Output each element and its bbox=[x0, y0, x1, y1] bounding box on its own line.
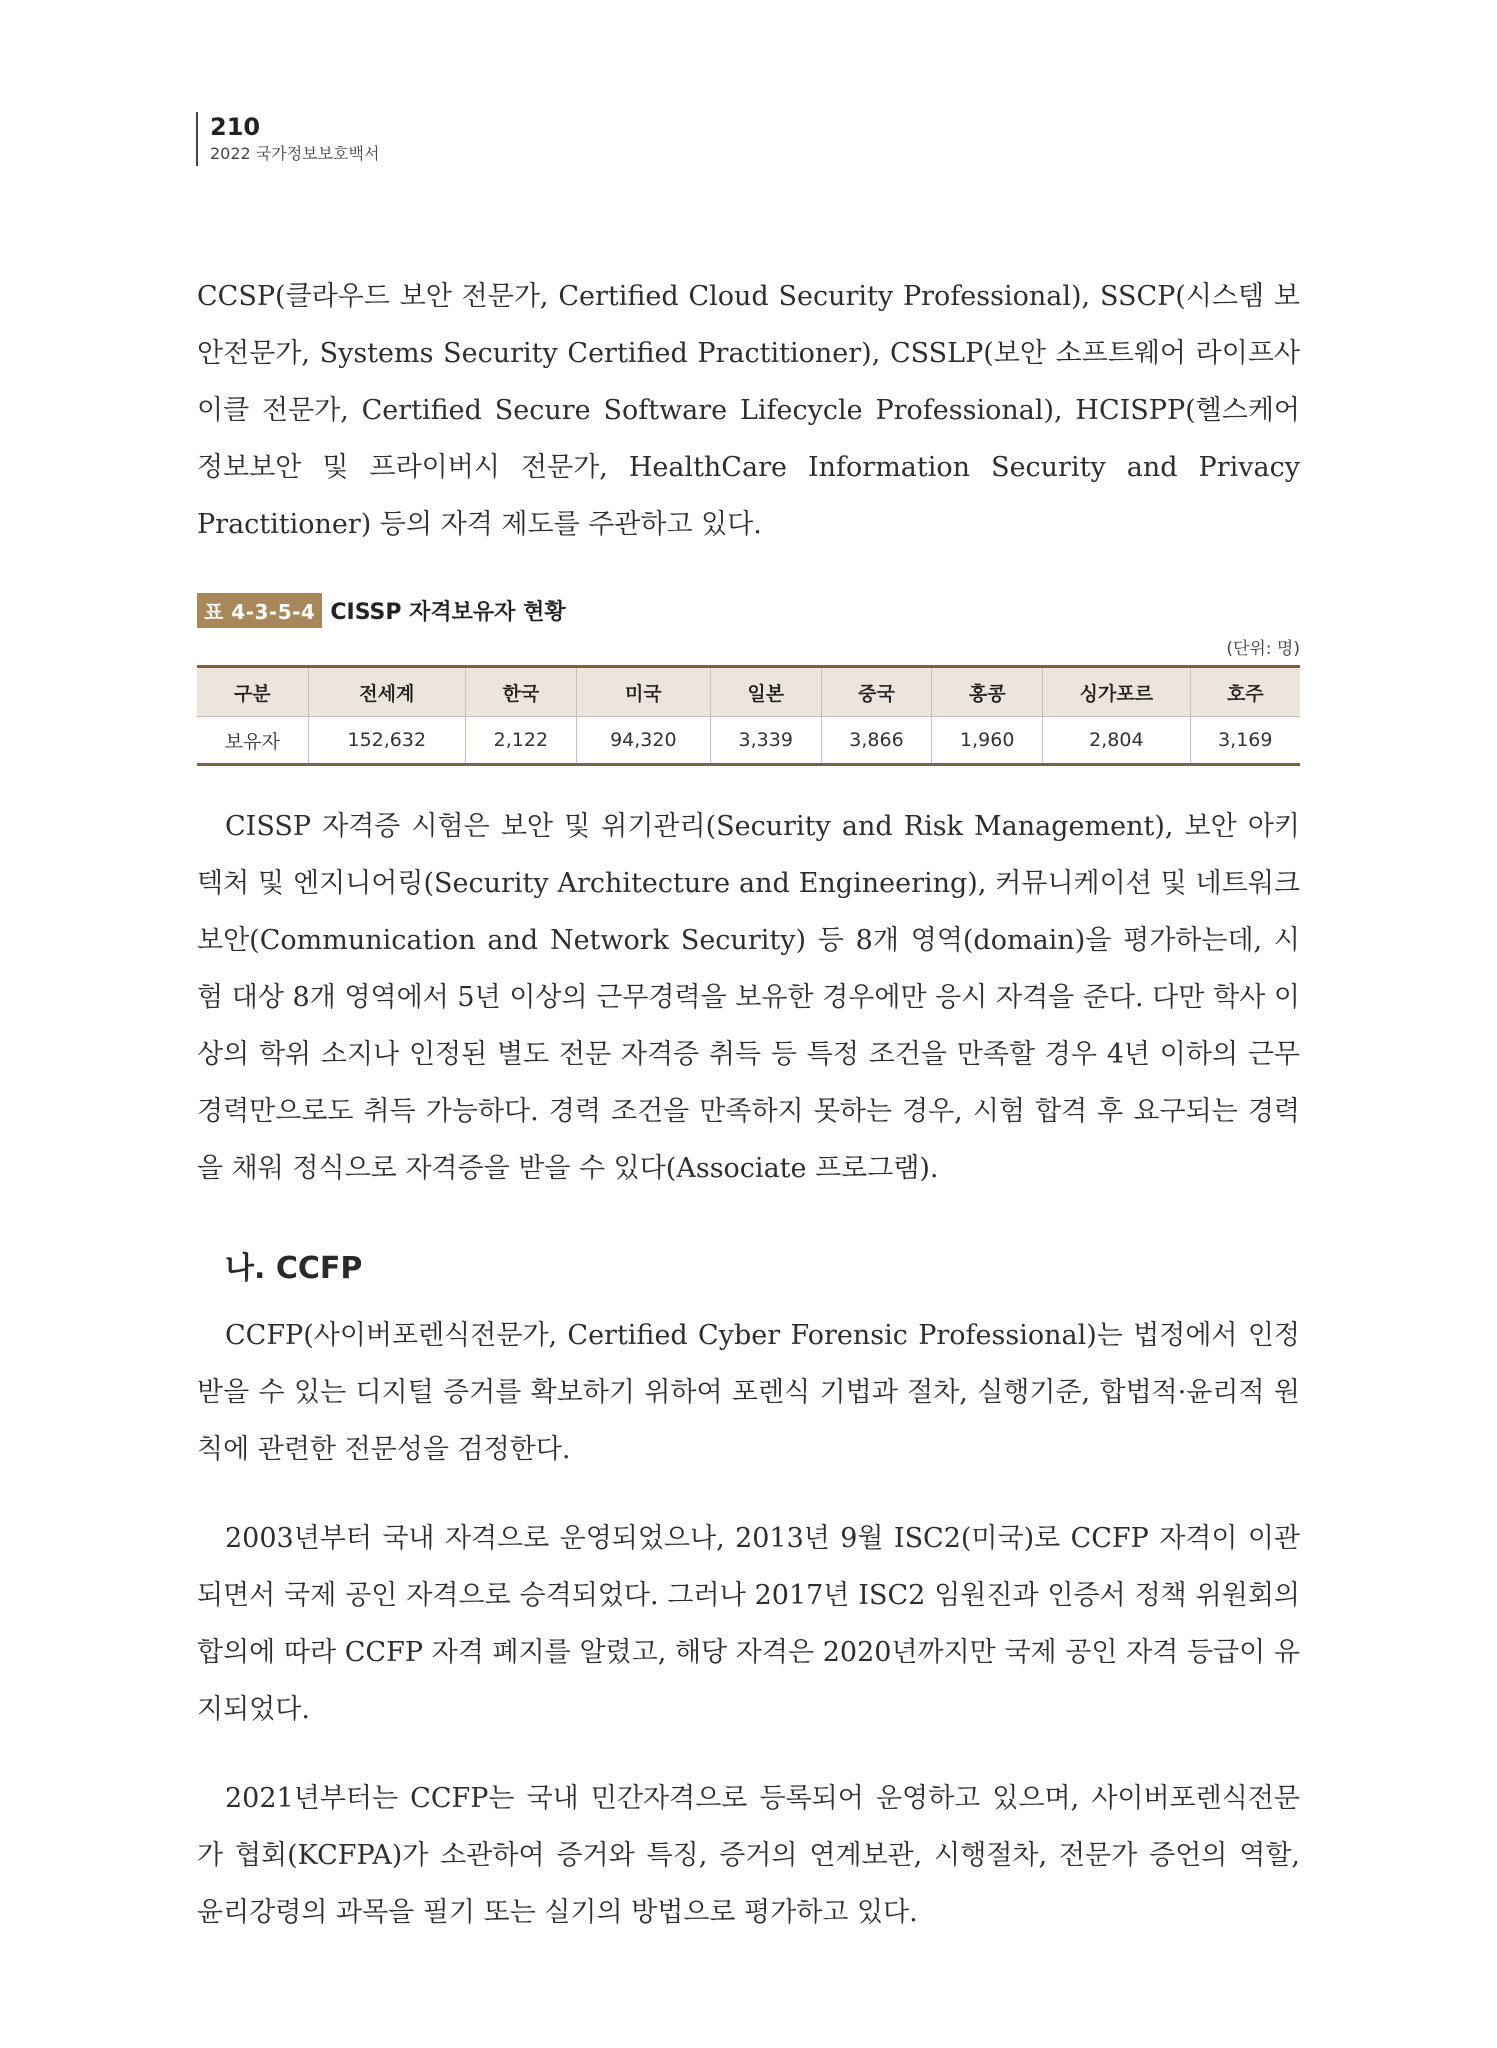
ccfp-paragraph-3: 2021년부터는 CCFP는 국내 민간자격으로 등록되어 운영하고 있으며, 사이버포렌식전문가 협회(KCFPA)가 소관하여 증거와 특징, 증거의 연계보관, 시행절차, 전문가 증언의 역할, 윤리강령의 과목을 필기 또는 실기의 방법으로 평가하고 있다. bbox=[197, 1783, 1300, 1928]
header-cell: 일본 bbox=[710, 667, 821, 717]
table-cell: 2,122 bbox=[466, 717, 577, 765]
intro-paragraph: CCSP(클라우드 보안 전문가, Certified Cloud Security Professional), SSCP(시스템 보안전문가, Systems Security Certified Practitioner), CSSLP(보안 소프트웨어 라이프사이클 전문가, Certified Secure Software Lifecycle Professional), HCISPP(헬스케어 정보보안 및 프라이버시 전문가, HealthCare Information Security and Privacy Practitioner) 등의 자격 제도를 주관하고 있다. bbox=[197, 281, 1300, 540]
table-cell: 1,960 bbox=[932, 717, 1043, 765]
table-cell: 3,339 bbox=[710, 717, 821, 765]
page-number: 210 bbox=[210, 113, 261, 141]
table-unit: (단위: 명) bbox=[1226, 639, 1300, 659]
table-caption bbox=[197, 593, 1300, 628]
table-tag: 표 4-3-5-4 bbox=[197, 593, 322, 628]
spacer bbox=[197, 766, 1300, 798]
page-header bbox=[196, 112, 379, 166]
header-cell: 중국 bbox=[821, 667, 932, 717]
ccfp-paragraph-2: 2003년부터 국내 자격으로 운영되었으나, 2013년 9월 ISC2(미국)로 CCFP 자격이 이관되면서 국제 공인 자격으로 승격되었다. 그러나 2017년 ISC2 임원진과 인증서 정책 위원회의 합의에 따라 CCFP 자격 폐지를 알렸고, 해당 자격은 2020년까지만 국제 공인 자격 등급이 유지되었다. bbox=[197, 1523, 1300, 1725]
header-cell: 호주 bbox=[1190, 667, 1300, 717]
spacer bbox=[197, 1738, 1300, 1770]
section-heading: 나. CCFP bbox=[225, 1251, 363, 1286]
table-header-row bbox=[197, 667, 1300, 717]
book-title: 2022 국가정보보호백서 bbox=[210, 144, 380, 163]
table-cell: 152,632 bbox=[308, 717, 465, 765]
header-cell: 홍콩 bbox=[932, 667, 1043, 717]
spacer bbox=[197, 1478, 1300, 1510]
header-cell: 한국 bbox=[466, 667, 577, 717]
cissp-paragraph: CISSP 자격증 시험은 보안 및 위기관리(Security and Risk Management), 보안 아키텍처 및 엔지니어링(Security Architecture and Engineering), 커뮤니케이션 및 네트워크 보안(Communication and Network Security) 등 8개 영역(domain)을 평가하는데, 시험 대상 8개 영역에서 5년 이상의 근무경력을 보유한 경우에만 응시 자격을 준다. 다만 학사 이상의 학위 소지나 인정된 별도 전문 자격증 취득 등 특정 조건을 만족할 경우 4년 이하의 근무경력만으로도 취득 가능하다. 경력 조건을 만족하지 못하는 경우, 시험 합격 후 요구되는 경력을 채워 정식으로 자격증을 받을 수 있다(Associate 프로그램). bbox=[197, 811, 1300, 1184]
page-content bbox=[197, 268, 1300, 1941]
table-cell: 3,866 bbox=[821, 717, 932, 765]
header-cell: 전세계 bbox=[308, 667, 465, 717]
header-cell: 싱가포르 bbox=[1043, 667, 1190, 717]
table-cell: 94,320 bbox=[576, 717, 710, 765]
table-title: CISSP 자격보유자 현황 bbox=[330, 600, 566, 625]
ccfp-paragraph-1: CCFP(사이버포렌식전문가, Certified Cyber Forensic Professional)는 법정에서 인정받을 수 있는 디지털 증거를 확보하기 위하여 포렌식 기법과 절차, 실행기준, 합법적·윤리적 원칙에 관련한 전문성을 검정한다. bbox=[197, 1320, 1300, 1465]
header-cell: 미국 bbox=[576, 667, 710, 717]
table-cell: 보유자 bbox=[197, 717, 308, 765]
table-cell: 3,169 bbox=[1218, 729, 1273, 751]
table-row bbox=[197, 717, 1300, 765]
table-cell: 2,804 bbox=[1043, 717, 1190, 765]
header-cell: 구분 bbox=[197, 667, 308, 717]
cissp-holders-table bbox=[197, 665, 1300, 766]
